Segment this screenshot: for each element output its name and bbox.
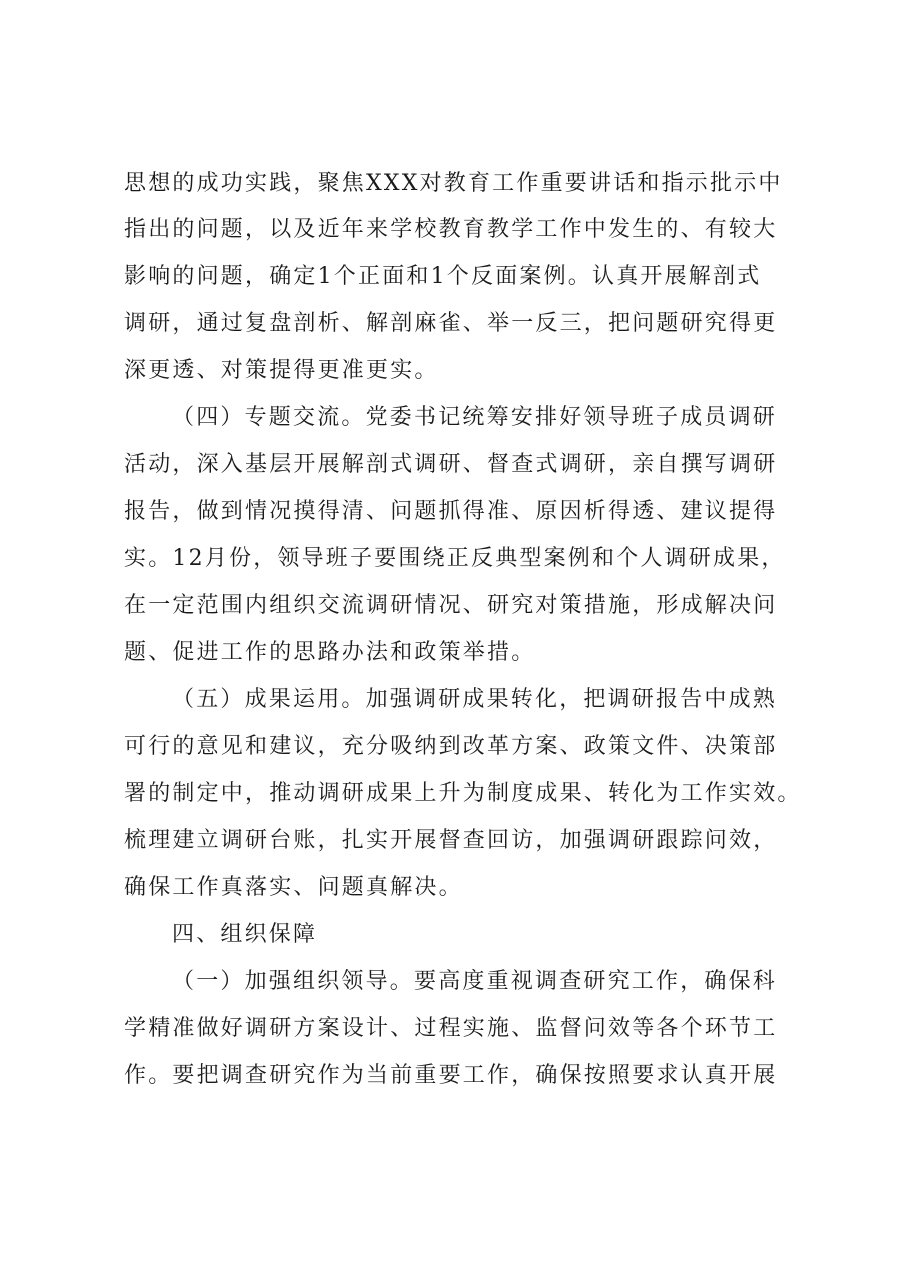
text-line: 报告，做到情况摸得清、问题抓得准、原因析得透、建议提得 <box>124 499 778 524</box>
text-line: 影响的问题，确定1个正面和1个反面案例。认真开展解剖式 <box>124 264 762 289</box>
text-line: 活动，深入基层开展解剖式调研、督查式调研，亲自撰写调研 <box>124 452 778 477</box>
paragraph-start-line: （五）成果运用。加强调研成果转化，把调研报告中成熟 <box>172 687 778 712</box>
text-line: 确保工作真落实、问题真解决。 <box>124 875 463 900</box>
text-line: 署的制定中，推动调研成果上升为制度成果、转化为工作实效。 <box>124 781 802 806</box>
text-line: 指出的问题，以及近年来学校教育教学工作中发生的、有较大 <box>124 217 778 242</box>
text-line: 实。12月份，领导班子要围绕正反典型案例和个人调研成果， <box>124 546 786 571</box>
section-heading: 四、组织保障 <box>172 922 318 947</box>
text-line: 思想的成功实践，聚焦XXX对教育工作重要讲话和指示批示中 <box>124 171 783 196</box>
text-line: 题、促进工作的思路办法和政策举措。 <box>124 640 536 665</box>
text-line: 学精准做好调研方案设计、过程实施、监督问效等各个环节工 <box>124 1016 778 1041</box>
text-line: 深更透、对策提得更准更实。 <box>124 358 439 383</box>
text-line: 可行的意见和建议，充分吸纳到改革方案、政策文件、决策部 <box>124 734 778 759</box>
text-line: 在一定范围内组织交流调研情况、研究对策措施，形成解决问 <box>124 593 778 618</box>
paragraph-start-line: （四）专题交流。党委书记统筹安排好领导班子成员调研 <box>172 405 778 430</box>
text-line: 梳理建立调研台账，扎实开展督查回访，加强调研跟踪问效， <box>124 828 778 853</box>
paragraph-start-line: （一）加强组织领导。要高度重视调查研究工作，确保科 <box>172 969 778 994</box>
text-line: 调研，通过复盘剖析、解剖麻雀、举一反三，把问题研究得更 <box>124 311 778 336</box>
text-line: 作。要把调查研究作为当前重要工作，确保按照要求认真开展 <box>124 1063 778 1088</box>
